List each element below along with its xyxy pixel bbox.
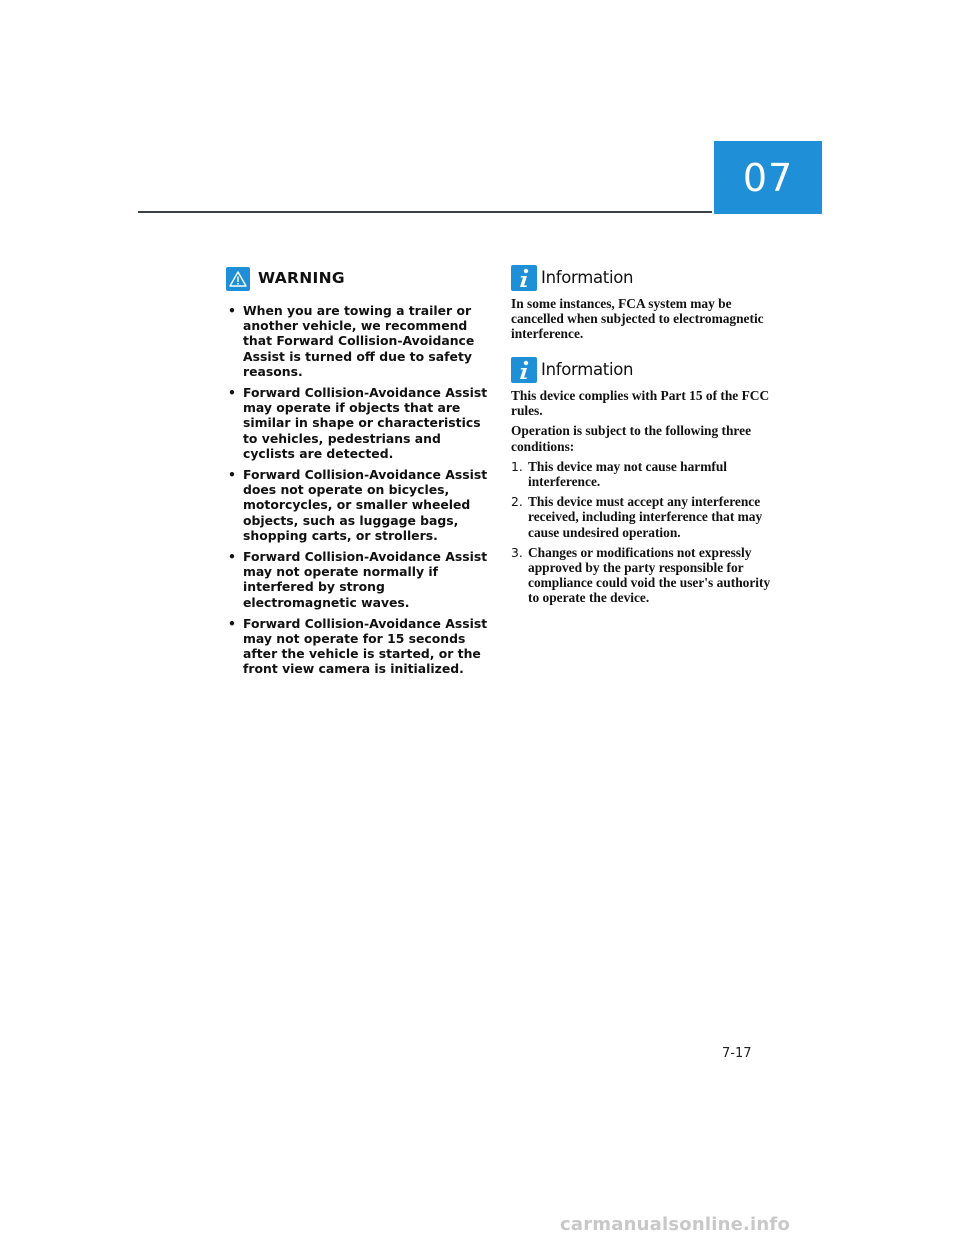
- list-item: 1. This device may not cause harmful interference.: [511, 458, 727, 490]
- header-rule: [138, 211, 712, 213]
- list-item: • Forward Collision-Avoidance Assist may operate if objects that are similar in shape or characteristics to vehicles, pedestrians and cyclists are detected.: [228, 385, 488, 461]
- info-icon: [511, 265, 537, 291]
- info-text: Operation is subject to the following three conditions:: [511, 423, 752, 454]
- page-number: 7-17: [722, 1046, 752, 1061]
- info-title: Information: [541, 360, 634, 380]
- info-header: [511, 355, 773, 385]
- watermark: carmanualsonline.info: [560, 1214, 791, 1235]
- list-item: • Forward Collision-Avoidance Assist does not operate on bicycles, motorcycles, or smaller wheeled objects, such as luggage bags, shopping carts, or strollers.: [228, 467, 488, 543]
- list-item: • Forward Collision-Avoidance Assist may not operate normally if interfered by strong electromagnetic waves.: [228, 549, 488, 610]
- info-text: In some instances, FCA system may be cancelled when subjected to electromagnetic interference.: [511, 296, 764, 342]
- warning-icon: [226, 267, 250, 291]
- warning-list: [226, 303, 488, 677]
- list-item: 3. Changes or modifications not expressly approved by the party responsible for compliance could void the user's authority to operate the device.: [511, 544, 771, 606]
- chapter-tab: 07: [714, 141, 822, 214]
- warning-header: [226, 265, 488, 293]
- info-box-fca: [511, 263, 773, 347]
- list-item: • Forward Collision-Avoidance Assist may not operate for 15 seconds after the vehicle is started, or the front view camera is initialized.: [228, 615, 488, 677]
- list-item: • When you are towing a trailer or another vehicle, we recommend that Forward Collision-Avoidance Assist is turned off due to safety reasons.: [228, 303, 475, 379]
- info-box-fcc: [511, 355, 773, 611]
- warning-box: [226, 265, 488, 683]
- warning-title: WARNING: [258, 269, 345, 288]
- info-text: This device complies with Part 15 of the FCC rules.: [511, 388, 770, 419]
- conditions-list: [511, 459, 773, 606]
- info-title: Information: [541, 268, 634, 288]
- info-icon: [511, 357, 537, 383]
- info-header: [511, 263, 773, 293]
- list-item: 2. This device must accept any interference received, including interference that may cause undesired operation.: [511, 494, 763, 540]
